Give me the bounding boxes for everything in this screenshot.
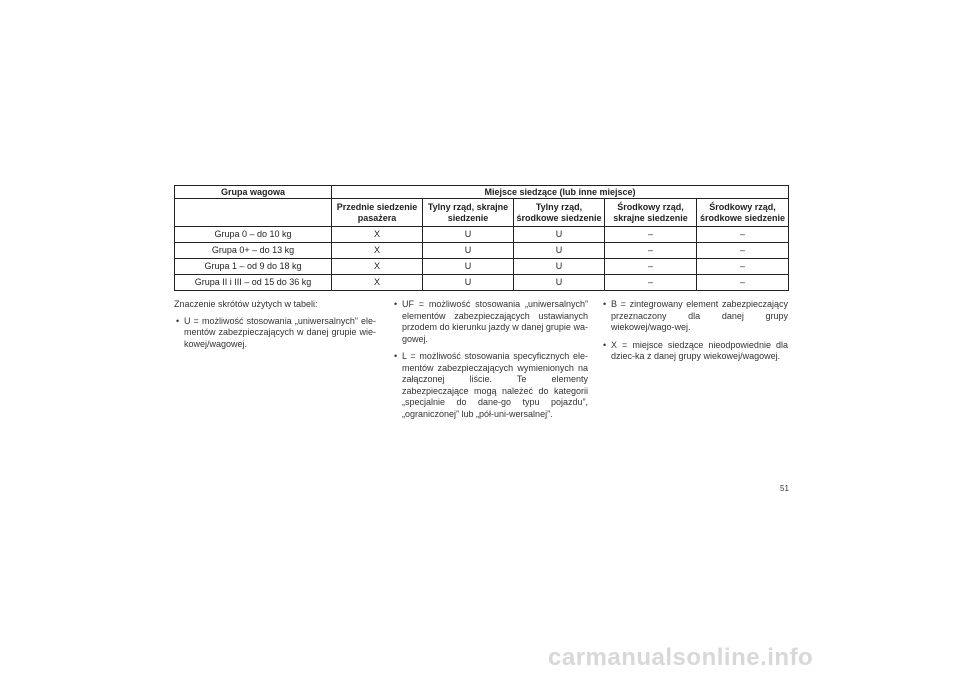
- bullet-icon: •: [394, 351, 398, 361]
- table-row: [175, 259, 789, 275]
- legend-item-x: [601, 340, 788, 363]
- legend-item-b: [601, 299, 788, 334]
- legend-column-1: [174, 299, 376, 356]
- table-cell: X: [332, 275, 423, 291]
- seat-table-container: [174, 185, 788, 291]
- header-column: Tylny rząd, środkowe siedzenie: [514, 199, 605, 227]
- header-column: Tylny rząd, skrajne siedzenie: [423, 199, 514, 227]
- legend-list: [174, 316, 376, 351]
- table-cell: X: [332, 243, 423, 259]
- row-group-label: Grupa 0+ – do 13 kg: [175, 243, 332, 259]
- legend-item-text: X = miejsce siedzące nieodpowiednie dla dziec-ka z danej grupy wiekowej/wagowej.: [611, 339, 788, 361]
- legend-intro: Znaczenie skrótów użytych w tabeli:: [174, 299, 318, 309]
- table-row: [175, 275, 789, 291]
- table-cell: –: [697, 227, 789, 243]
- table-cell: –: [697, 275, 789, 291]
- legend-list: [392, 299, 588, 420]
- table-subheader-row: [175, 199, 789, 227]
- table-cell: –: [605, 259, 697, 275]
- header-column: Środkowy rząd, skrajne siedzenie: [605, 199, 697, 227]
- legend-column-2: [392, 299, 588, 426]
- row-group-label: Grupa 1 – od 9 do 18 kg: [175, 259, 332, 275]
- table-cell: U: [514, 275, 605, 291]
- table-header-row: [175, 186, 789, 199]
- table-row: [175, 243, 789, 259]
- header-weight-group: Grupa wagowa: [175, 186, 332, 199]
- legend-item-text: UF = możliwość stosowania „uniwersalnych” elementów zabezpieczających ustawianych przodem do kierunku jazdy w danej grupie wa-gowej.: [402, 299, 588, 344]
- table-cell: –: [697, 259, 789, 275]
- table-cell: U: [423, 227, 514, 243]
- table-cell: X: [332, 259, 423, 275]
- header-seating-places: Miejsce siedzące (lub inne miejsce): [332, 186, 789, 199]
- header-column: Środkowy rząd, środkowe siedzenie: [697, 199, 789, 227]
- table-cell: –: [697, 243, 789, 259]
- table-cell: –: [605, 227, 697, 243]
- legend-item-u: [174, 316, 376, 351]
- legend-item-uf: [392, 299, 588, 345]
- child-seat-table: [174, 185, 789, 291]
- legend-item-text: B = zintegrowany element zabezpieczający przeznaczony dla danej grupy wiekowej/wago-wej.: [611, 299, 788, 332]
- header-column: Przednie siedzenie pasażera: [332, 199, 423, 227]
- bullet-icon: •: [394, 299, 398, 309]
- table-cell: U: [423, 259, 514, 275]
- page-number: 51: [780, 484, 789, 493]
- table-cell: U: [423, 275, 514, 291]
- bullet-icon: •: [603, 299, 607, 309]
- bullet-icon: •: [603, 339, 607, 350]
- table-cell: U: [514, 259, 605, 275]
- header-empty-cell: [175, 199, 332, 227]
- bullet-icon: •: [176, 315, 180, 326]
- row-group-label: Grupa 0 – do 10 kg: [175, 227, 332, 243]
- table-cell: –: [605, 243, 697, 259]
- table-cell: U: [423, 243, 514, 259]
- legend-item-l: [392, 351, 588, 420]
- table-cell: U: [514, 227, 605, 243]
- table-row: [175, 227, 789, 243]
- table-cell: X: [332, 227, 423, 243]
- table-cell: U: [514, 243, 605, 259]
- legend-list: [601, 299, 788, 363]
- table-cell: –: [605, 275, 697, 291]
- legend-item-text: L = możliwość stosowania specyficznych ele-mentów zabezpieczających wymienionych na załączonej liście. Te elementy zabezpieczające mogą należeć do kategorii „specjalnie do dane-go typu pojazdu”, „ograniczonej” lub „pół-uni-wersalnej”.: [402, 351, 588, 419]
- watermark: carmanualsonline.info: [548, 644, 814, 671]
- row-group-label: Grupa II i III – od 15 do 36 kg: [175, 275, 332, 291]
- legend-column-3: [601, 299, 788, 369]
- legend-item-text: U = możliwość stosowania „uniwersalnych” ele-mentów zabezpieczających w danej grupie wie-kowej/wagowej.: [184, 315, 376, 349]
